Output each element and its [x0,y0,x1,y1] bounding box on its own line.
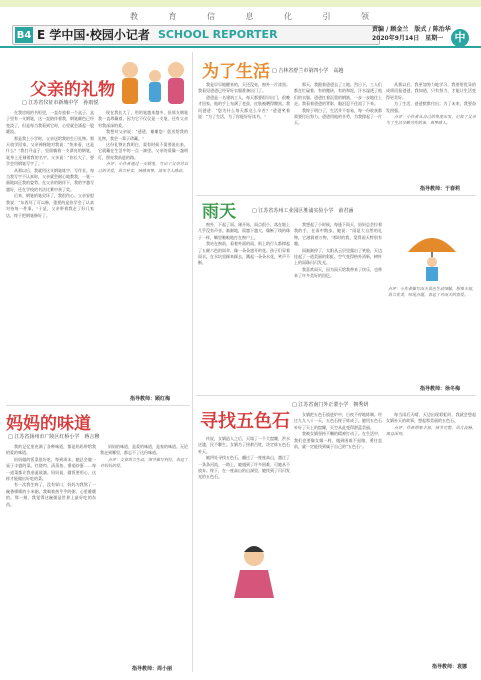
article-divider [196,395,476,396]
section-title-en: SCHOOL REPORTER [157,27,278,41]
article-byline: □ 江苏省苏州工业园区胜浦实验小学 俞君涵 [252,208,354,214]
title-bar [12,25,380,45]
motto-char: 化 [284,12,293,21]
article-byline: □ 吉林省舒兰市第四小学 高越 [272,68,344,74]
motto-char: 领 [361,12,370,21]
top-decoration [0,0,481,7]
article-title: 妈妈的味道 [6,414,91,434]
rain-illustration-icon [388,222,476,282]
article-byline: □ 江苏省仪征市新城中学 孙雨悦 [22,100,99,106]
article-body: 在我房间的书柜里，一直存放着一个盒子，盒子里有一支钢笔，这一直陪伴着我，钢笔颜色已经变淡了，但是每当我看到它时，心里就会涌起一股暖流。 那是我上小学时，父亲送给我的生日礼物。那天放学回家，父亲神秘地对我说：“快来看，这是什么？”我打开盒子，里面躺着一支漂亮的钢笔，笔身上还刻着我的名字。父亲说：“你长大了，要学会用钢笔写字了。” 从那以后，我就用这支钢笔练字、写作业。每当我写字不认真时，父亲就会耐心地教我，一笔一画地纠正我的姿势。在父亲的陪伴下，我的字越写越好，还在学校的书法比赛中获了奖。 后来，钢笔的笔尖坏了，我很伤心。父亲安慰我说：“东西坏了可以修，重要的是你学会了认真对待每一件事。”于是，父亲带着我走了好几家店，终于把钢笔修好了。 [6,110,94,218]
header-divider [0,46,481,48]
teacher-signature: 指导教师：袁娜 [432,664,468,670]
edition-meta [372,25,451,43]
article-body: 窗外，下起了雨。刚开始，雨点很小，落在地上几乎没有声音。渐渐地，雨越下越大，像断了线的珠子一样，噼里啪啦地打在窗户上。 我站在窗前，看着外面的雨。街上的行人都撑起了五颜六色的雨伞，像一朵朵盛开的花。孩子们穿着雨衣，在水坑里踩来踩去，溅起一朵朵水花，笑声不断。 [198,222,290,266]
article-body: 从那以后，我更加努力地学习，我要用优异的成绩回报爸爸。我知道，只有努力，才能让生活变得更美好。 为了生活，爸爸默默付出；为了未来，我要奋发图强。 点评：小作者从自己的角度出发，记叙了父亲为了生活辛勤劳作的事，真挚感人。 [386,82,476,126]
article-comment: 点评：作者想象丰富，情节完整，语言流畅，寓意深刻。 [386,424,476,437]
article-byline: □ 江苏省南门外正蒙小学 朝秀妍 [292,402,369,408]
date-line: 2020年9月14日 星期一 [372,35,444,42]
article-byline: □ 江苏省扬州市广陵区红桥小学 蒋言穆 [8,434,100,440]
article-body: 现在我长大了，用的笔越来越多，但那支钢笔我一直珍藏着。因为它不仅仅是一支笔，还有父亲对我深深的爱。 我想对父亲说：“爸爸，谢谢您！您送给我的礼物，我会一辈子珍藏。” 这份礼物让我明白，爱有时候不需要说出来，它就藏在生活中的一点一滴里。父亲的爱像一盏明灯，照亮我前进的路。 点评：小作者通过一支钢笔，写出了父亲对自己的关爱，语言朴实，情感真挚，读来令人感动。 [98,110,188,173]
article-body: 我是早早地醒来的，天还没亮，窗外一片漆黑。我看见爸爸已经穿好衣服准备出门了。 爸爸是一名建筑工人，每天都要很早出门，很晚才回家。他的手上布满了老茧，皮肤被晒得黝黑。我问爸爸：“您为什么每天都这么辛苦？”爸爸笑着说：“为了生活，为了你能好好读书。” [198,82,290,120]
article-comment: 点评：小作者从自己的角度出发，记叙了父亲为了生活辛勤劳作的事，真挚感人。 [386,114,476,126]
article-body: 传说，女娲造人之后，天塌了一个大窟窿，洪水泛滥，民不聊生。女娲为了拯救百姓，决定炼五色石补天。 她四处寻找五色石，翻过了一座座高山，越过了一条条河流。一路上，她遇到了许多困难，可她从不放弃。终于，在一座高山的山洞里，她找到了闪闪发光的五色石。 [198,436,290,480]
article-body: 我想起了小时候，每逢下雨天，妈妈总会拉着我的手，在雨中散步。她说：“雨是大自然的礼物，它滋润着万物。”那时的我，觉得雨天特别有趣。 雨渐渐停了，太阳从云层里露出了笑脸，天边挂起了一道美丽的彩虹。空气变得格外清新，树叶上的雨珠闪闪发光。 我喜欢雨天，因为雨天给我带来了快乐，也带来了许多美好的回忆。 [294,222,382,279]
article-divider [196,195,476,196]
family-illustration-icon [110,56,192,106]
motto-char: 信 [207,12,216,21]
article-title: 父亲的礼物 [30,80,115,100]
teacher-signature: 指导教师：周小丽 [132,666,173,672]
article-comment: 点评：文章语言生动，细节描写到位，表达了对妈妈的爱。 [100,456,188,469]
logo-icon: 中 [451,29,469,47]
column-divider [192,52,193,672]
article-body: 那天，我跟着爸爸去了工地。烈日下，工人们都在忙碌着，有的搬砖，有的和泥，汗水湿透了他们的衣服。爸爸扛着沉重的钢筋，一步一步地往上走。我看着爸爸的背影，眼泪忍不住流了下来。 我终于明白了，生活并不容易，每一份收获都需要付出努力。爸爸用他的辛劳，为我撑起了一片天。 [294,82,382,126]
article-body: 女娲把五色石放进炉中，日夜不停地炼制。经过九九八十一天，五色石终于炼成了。她用五色石补好了天上的窟窿，天空从此变得湛蓝美丽。 我被女娲坚持不懈的精神打动了。在生活中，我们也要像女娲一样，遇到困难不退缩，勇往直前，就一定能找到属于自己的“五色石”。 [294,412,382,450]
article-title: 为了生活 [202,62,270,82]
article-comment: 点评：小作者描写雨天景色生动细腻，想象丰富，语言优美，结尾点题，表达了对雨天的喜爱。 [388,286,476,298]
page-number: B4 [15,27,33,43]
page-header [0,7,481,46]
motto-char: 教 [130,12,139,21]
teacher-signature: 指导教师：顾红梅 [130,396,171,402]
article-title: 寻找五色石 [200,411,290,432]
article-body: 妈妈的味道，是爱的味道，是家的味道。无论我走到哪里，都忘不了这份味道。 点评：文章语言生动，细节描写到位，表达了对妈妈的爱。 [100,444,188,469]
article-body: 我的记忆里充满了各种味道，都是妈妈带给我的爱的味道。 妈妈做的饭菜很好吃，每到周末，她总会做一桌子丰盛的菜。红烧肉、清蒸鱼、番茄炒蛋……每一道菜都让我垂涎欲滴。妈妈说，做饭要用心，这样才能做出好吃的菜。 有一次我生病了，没有胃口，妈妈为我熬了一碗香喷喷的小米粥。我喝着热乎乎的粥，心里暖暖的。那一刻，我觉得这碗粥是世界上最好吃的东西。 [6,444,96,507]
header-motto [130,11,370,23]
article-divider [6,405,190,406]
motto-char: 息 [245,12,255,21]
teacher-signature: 指导教师：于春莉 [420,186,461,192]
article-body: 每当雨后天晴，天边出现彩虹时，我就会想起女娲补天的故事，想起那美丽的五色石。 点评：作者想象丰富，情节完整，语言流畅，寓意深刻。 [386,412,476,437]
editor-line: 责编 / 顾金兰 版式 / 陈治华 [372,26,451,33]
motto-char: 育 [168,12,178,21]
girl-illustration-icon [222,540,286,600]
article-comment: 点评：小作者通过一支钢笔，写出了父亲对自己的关爱，语言朴实，情感真挚，读来令人感动。 [98,161,188,173]
motto-char: 引 [322,12,332,21]
teacher-signature: 指导教师：徐冬梅 [420,386,461,392]
article-title: 雨天 [202,202,236,222]
section-title: E 学中国·校园小记者 [37,28,150,42]
